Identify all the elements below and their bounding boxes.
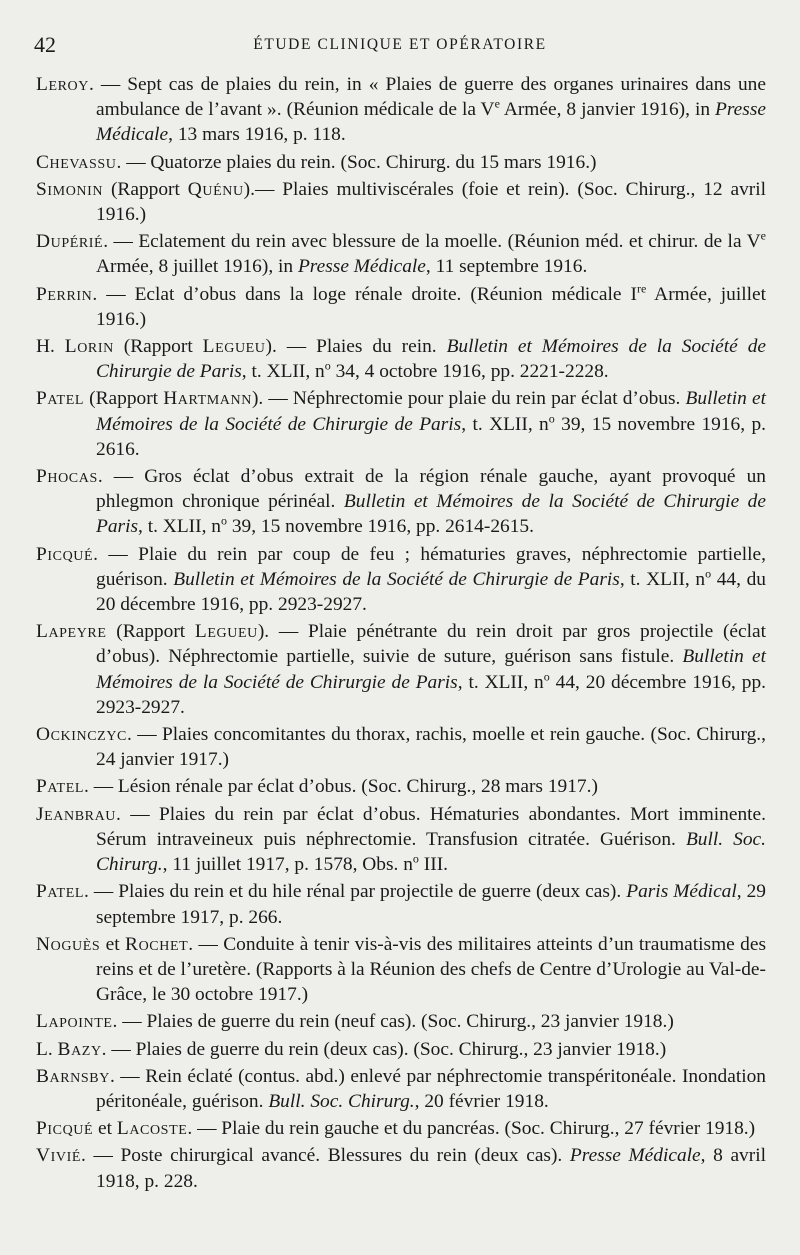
journal-title: Bull. Soc. Chirurg. [96,828,767,876]
bibliography-entry [36,1143,766,1193]
author-name: Chevassu [36,151,117,173]
entry-text: . — Eclatement du rein avec blessure de la moelle. (Réunion méd. et chirur. de la V [103,231,761,253]
journal-title: Presse Médicale [569,1145,701,1167]
superscript: re [636,281,647,296]
author-name: Noguès [36,933,101,955]
entry-text: , t. XLII, n [138,516,221,538]
bibliography-entry [36,932,766,1008]
author-name: Picqué [36,543,94,565]
entry-text: ). — Plaie pénétrante du rein droit par gros projectile (éclat d’obus). Néphrectomie partielle, suivie de suture, guérison sans fistule. [96,621,767,668]
bibliography-entry [36,386,766,462]
bibliography-entry [36,774,766,799]
entry-text: . — Plaies de guerre du rein (deux cas). (Soc. Chirurg., 23 janvier 1918.) [101,1038,667,1060]
bibliography-entry [36,72,766,148]
superscript: o [324,358,331,373]
entry-text: . — Sept cas de plaies du rein, in « Plaies de guerre des organes urinaires dans une ambulance de l’avant ». (Réunion médicale de la V [88,74,766,121]
entry-text: , 29 septembre 1917, p. 266. [96,881,766,928]
author-name: Jeanbrau [36,803,117,825]
entry-text: . — Plaies du rein par éclat d’obus. Hématuries abondantes. Mort imminente. Sérum intraveineux puis néphrectomie. Transfusion citratée. Guérison. [96,803,766,850]
bibliography-entry [36,1064,766,1114]
entry-text: , 11 juillet 1917, p. 1578, Obs. n [162,854,413,876]
author-name: Ockinczyc [36,724,127,746]
entry-text: . — Plaies de guerre du rein (neuf cas). (Soc. Chirurg., 23 janvier 1918.) [112,1011,674,1033]
entry-text: , 13 mars 1916, p. 118. [168,124,346,146]
entry-text: . — Lésion rénale par éclat d’obus. (Soc. Chirurg., 28 mars 1917.) [84,776,598,798]
entry-text: Armée, 8 janvier 1916), in [499,99,716,121]
entry-text: . — Eclat d’obus dans la loge rénale droite. (Réunion médicale I [92,283,637,305]
bibliography-entry [36,879,766,929]
author-name: Quénu [187,178,244,200]
superscript: e [494,96,500,111]
bibliography-entry [36,542,766,618]
author-name: Barnsby [36,1065,110,1087]
entry-text: Armée, 8 juillet 1916), in [96,256,298,278]
entry-text: 44, du 20 décembre 1916, pp. 2923-2927. [96,568,766,616]
author-name: Rochet [125,933,189,955]
author-name: Perrin [36,283,93,305]
entry-text: III. [418,854,449,876]
entry-text: . — Plaies concomitantes du thorax, rachis, moelle et rein gauche. (Soc. Chirurg., 24 janvier 1917.) [96,724,766,771]
author-name: Phocas [36,466,98,488]
entry-text: ).— Plaies multiviscérales (foie et rein). (Soc. Chirurg., 12 avril 1916.) [96,178,766,226]
journal-title: Presse Médicale [96,99,766,146]
journal-title: Paris Médical [626,881,737,903]
bibliography-entry [36,150,766,175]
journal-title: Bull. Soc. Chirurg. [268,1090,415,1112]
entry-text: et [100,933,126,955]
bibliography-entry [36,177,766,227]
page-number: 42 [34,32,56,57]
entry-text: (Rapport [84,388,164,410]
entry-text: . — Conduite à tenir vis-à-vis des militaires atteints d’un traumatisme des reins et de l’uretère. (Rapports à la Réunion des chefs de Centre d’Urologie au Val-de-Grâce, le 30 octobre 1917.) [96,933,766,1006]
entry-text: . — Rein éclaté (contus. abd.) enlevé par néphrectomie transpéritonéale. Inondation péritonéale, guérison. [96,1065,766,1112]
superscript: o [220,513,227,528]
bibliography-entry [36,464,766,540]
author-name: Lapointe [36,1011,113,1033]
author-name: Picqué [36,1118,94,1140]
superscript: o [543,669,550,684]
author-name: Lorin [64,336,114,358]
superscript: o [705,566,712,581]
author-name: Legueu [194,621,258,643]
bibliography-entry [36,1116,766,1141]
entry-text: . — Gros éclat d’obus extrait de la région rénale gauche, ayant provoqué un phlegmon chronique périnéal. [96,466,766,513]
entry-text: , t. XLII, n [457,671,544,693]
entry-text: . — Quatorze plaies du rein. (Soc. Chirurg. du 15 mars 1916.) [116,151,597,173]
bibliography-entry [36,1009,766,1034]
author-name: Vivié [36,1145,81,1167]
author-name: Patel [36,776,84,798]
entry-text: 34, 4 octobre 1916, pp. 2221-2228. [330,361,609,383]
entry-text: ). — Plaies du rein. [265,336,447,358]
author-name: Legueu [202,336,266,358]
author-name: Hartmann [163,388,252,410]
entry-text: , 8 avril 1918, p. 228. [96,1145,766,1192]
entry-text: (Rapport [113,336,203,358]
entry-text: ). — Néphrectomie pour plaie du rein par éclat d’obus. [251,388,686,410]
bibliography-entry [36,802,766,878]
entry-text: , 20 février 1918. [414,1090,549,1112]
bibliography-entry [36,1037,766,1062]
entry-text: Armée, juillet 1916.) [96,283,767,330]
entry-text: . — Poste chirurgical avancé. Blessures du rein (deux cas). [81,1145,570,1167]
author-name: Simonin [36,178,104,200]
running-title: ÉTUDE CLINIQUE ET OPÉRATOIRE [253,36,547,53]
entry-text: (Rapport [106,621,195,643]
bibliography-entry [36,229,766,279]
bibliography-entry [36,619,766,720]
entry-text: . — Plaies du rein et du hile rénal par projectile de guerre (deux cas). [84,881,627,903]
entry-text: (Rapport [103,178,188,200]
journal-title: Bulletin et Mémoires de la Société de Chirurgie de Paris [96,336,766,383]
author-name: Lacoste [116,1118,188,1140]
author-name: Patel [36,881,84,903]
bibliography-list [36,72,766,1196]
entry-text: . — Plaie du rein par coup de feu ; hématuries graves, néphrectomie partielle, guérison. [93,543,766,590]
journal-title: Bulletin et Mémoires de la Société de Chirurgie de Paris [173,568,620,590]
entry-text: 39, 15 novembre 1916, pp. 2614-2615. [226,516,534,538]
bibliography-entry [36,282,766,332]
superscript: e [760,228,766,243]
author-name: Bazy [57,1038,102,1060]
superscript: o [548,411,555,426]
journal-title: Presse Médicale [297,256,426,278]
entry-text: , 11 septembre 1916. [425,256,588,278]
journal-title: Bulletin et Mémoires de la Société de Chirurgie de Paris [96,388,766,435]
journal-title: Bulletin et Mémoires de la Société de Chirurgie de Paris [96,646,767,693]
entry-text: . — Plaie du rein gauche et du pancréas. (Soc. Chirurg., 27 février 1918.) [187,1118,756,1140]
superscript: o [412,851,419,866]
author-name: Patel [36,388,84,410]
entry-text: , t. XLII, n [619,568,706,590]
running-header [34,32,766,66]
bibliography-entry [36,334,766,384]
entry-text: L. [36,1038,58,1060]
entry-text: et [93,1118,117,1140]
entry-text: 39, 15 novembre 1916, p. 2616. [96,413,767,460]
entry-text: , t. XLII, n [241,361,325,383]
author-name: Lapeyre [36,621,107,643]
bibliography-entry [36,722,766,772]
author-name: Leroy [36,74,89,95]
entry-text: H. [36,336,65,358]
entry-text: 44, 20 décembre 1916, pp. 2923-2927. [96,671,766,718]
journal-title: Bulletin et Mémoires de la Société de Chirurgie de Paris [96,491,766,538]
author-name: Dupérié [36,231,104,253]
entry-text: , t. XLII, n [461,413,549,435]
